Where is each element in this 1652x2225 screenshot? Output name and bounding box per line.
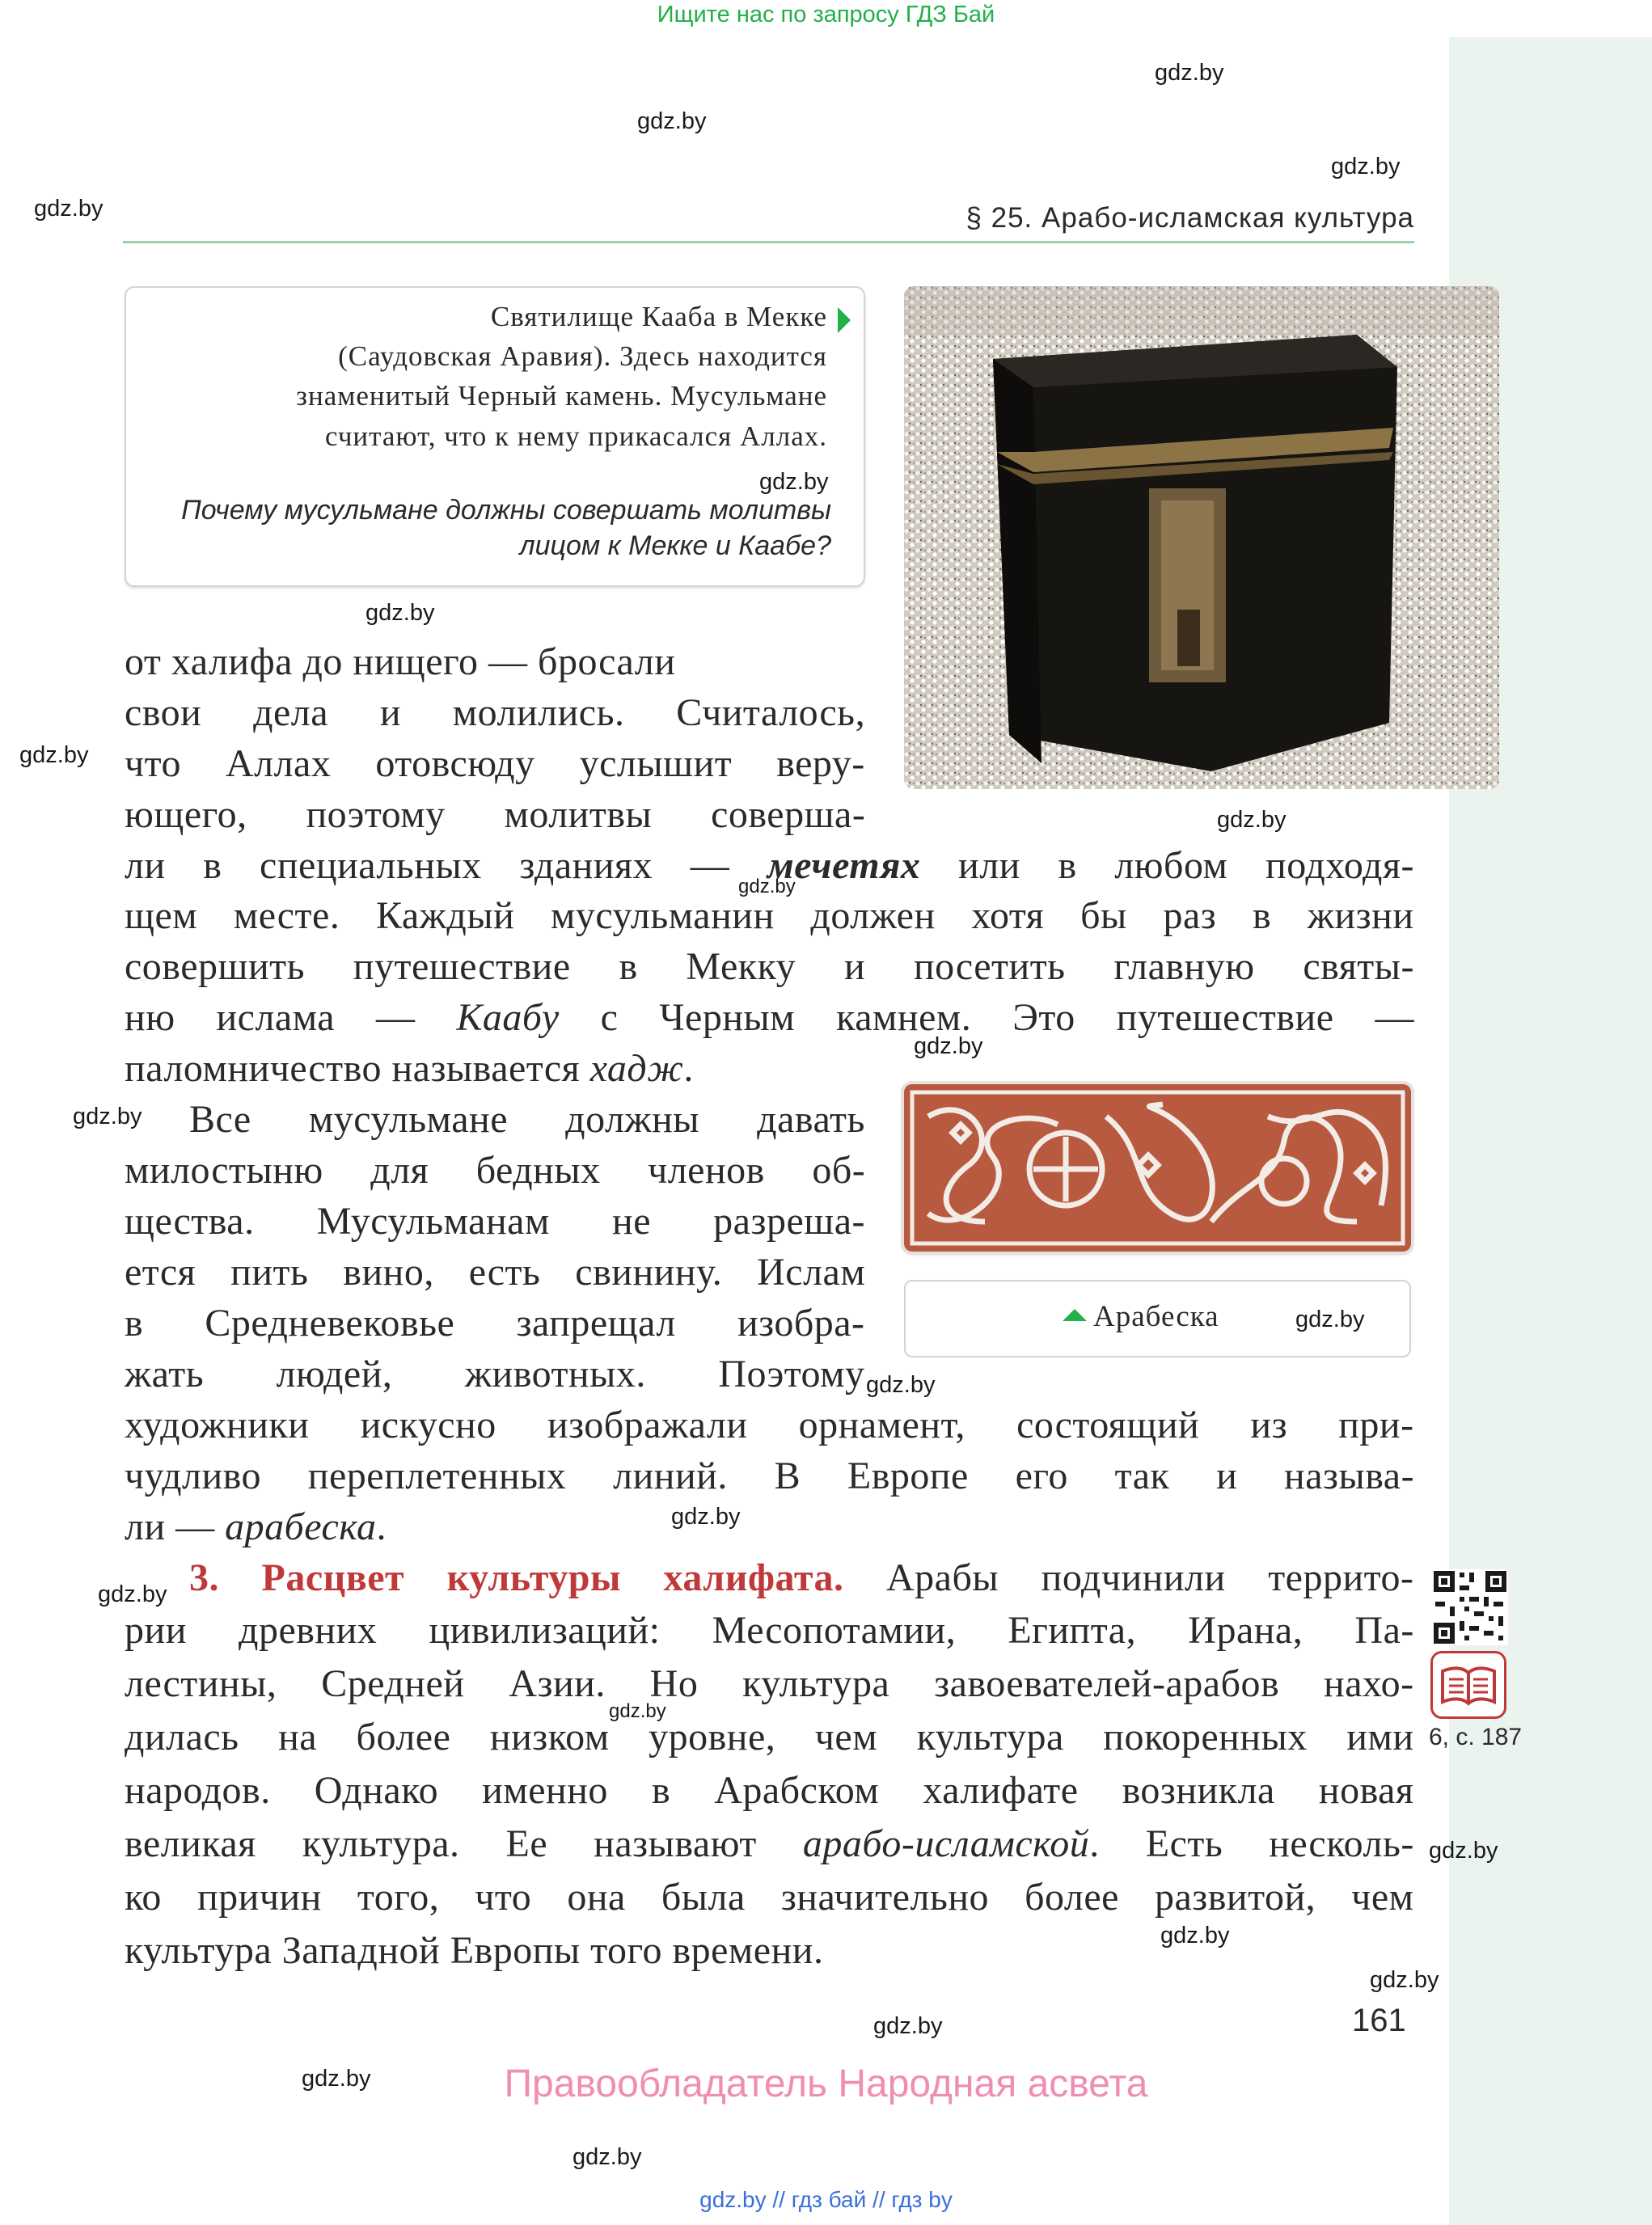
- watermark: gdz.by: [1370, 1967, 1439, 1993]
- watermark: gdz.by: [572, 2144, 642, 2170]
- book-icon[interactable]: [1430, 1651, 1506, 1719]
- watermark: gdz.by: [1160, 1923, 1230, 1948]
- text-line: свои дела и молились. Считалось,: [125, 691, 866, 734]
- text-line-content: от халифа до нищего — бросали: [125, 640, 676, 683]
- term-mosques: мечетях: [767, 844, 921, 887]
- qr-code-icon[interactable]: [1432, 1569, 1508, 1645]
- text-line: художники искусно изображали орнамент, состоящий из при-: [125, 1404, 1414, 1446]
- watermark: gdz.by: [1217, 807, 1287, 833]
- arabesque-caption: Арабеска: [1093, 1300, 1219, 1333]
- text-line: [125, 640, 865, 683]
- watermark: gdz.by: [1331, 154, 1401, 179]
- watermark: gdz.by: [19, 742, 89, 768]
- text-line: ко причин того, что она была значительно более развитой, чем: [125, 1876, 1414, 1919]
- watermark: gdz.by: [302, 2066, 371, 2092]
- caption-line: (Саудовская Аравия). Здесь находится: [338, 340, 827, 372]
- text-line: Все мусульмане должны давать: [189, 1098, 865, 1141]
- caption-line: считают, что к нему прикасался Аллах.: [325, 420, 827, 452]
- text-segment: .: [683, 1047, 694, 1090]
- watermark: gdz.by: [671, 1504, 741, 1530]
- watermark: gdz.by: [1155, 60, 1224, 86]
- kaaba-photo: [904, 286, 1499, 789]
- text-line: лестины, Средней Азии. Но культура завоевателей-арабов нахо-: [125, 1662, 1414, 1705]
- text-line: ющего, поэтому молитвы соверша-: [125, 793, 866, 836]
- watermark: gdz.by: [1429, 1838, 1498, 1864]
- watermark: gdz.by: [1295, 1307, 1365, 1332]
- section-header: § 25. Арабо-исламская культура: [965, 202, 1414, 234]
- caption-question: лицом к Мекке и Каабе?: [519, 530, 831, 561]
- text-segment: ню ислама —: [125, 996, 457, 1039]
- watermark: gdz.by: [365, 600, 435, 626]
- text-segment: ли —: [125, 1505, 226, 1548]
- text-segment: великая культура. Ее называют: [125, 1822, 803, 1865]
- term-arabesque: арабеска: [225, 1505, 377, 1548]
- caption-line: знаменитый Черный камень. Мусульмане: [296, 380, 827, 412]
- text-line: культура Западной Европы того времени.: [125, 1929, 824, 1972]
- footer-links[interactable]: gdz.by // гдз бай // гдз by: [699, 2187, 953, 2212]
- header-divider: [123, 241, 1414, 243]
- watermark: gdz.by: [98, 1581, 167, 1607]
- triangle-up-icon: [1063, 1309, 1087, 1321]
- text-line: [125, 1822, 1414, 1865]
- text-segment: ли в специальных зданиях —: [125, 844, 767, 887]
- text-line: ется пить вино, есть свинину. Ислам: [125, 1251, 866, 1294]
- text-line: щем месте. Каждый мусульманин должен хотя бы раз в жизни: [125, 894, 1414, 937]
- watermark: gdz.by: [73, 1104, 142, 1129]
- text-line: совершить путешествие в Мекку и посетить главную святы-: [125, 945, 1414, 988]
- text-line: [125, 1049, 694, 1088]
- watermark: gdz.by: [866, 1372, 936, 1398]
- copyright-notice: Правообладатель Народная асвета: [504, 2062, 1148, 2105]
- text-segment: Арабы подчинили террито-: [843, 1556, 1414, 1599]
- text-line: народов. Однако именно в Арабском халифате возникла новая: [125, 1769, 1414, 1812]
- text-line: чудливо переплетенных линий. В Европе его так и называ-: [125, 1454, 1415, 1497]
- text-line: рии древних цивилизаций: Месопотамии, Египта, Ирана, Па-: [125, 1609, 1414, 1652]
- watermark: gdz.by: [609, 1700, 666, 1722]
- text-line: что Аллах отовсюду услышит веру-: [125, 742, 865, 785]
- text-line: жать людей, животных. Поэтому: [125, 1353, 865, 1395]
- text-segment: .: [376, 1505, 387, 1548]
- watermark: gdz.by: [914, 1033, 983, 1059]
- page-number: 161: [1352, 2003, 1406, 2038]
- caption-question: Почему мусульмане должны совершать молитвы: [181, 495, 831, 526]
- watermark: gdz.by: [637, 108, 707, 134]
- text-segment: паломничество называется: [125, 1047, 590, 1090]
- watermark: gdz.by: [873, 2013, 943, 2039]
- text-segment: или в любом подходя-: [920, 844, 1415, 887]
- section-heading: 3. Расцвет культуры халифата.: [189, 1556, 844, 1599]
- text-line: дилась на более низком уровне, чем культура покоренных ими: [125, 1716, 1414, 1758]
- text-line: [125, 1505, 387, 1548]
- margin-reference: 6, с. 187: [1429, 1724, 1523, 1750]
- text-line: [125, 996, 1414, 1039]
- term-kaaba: Каабу: [456, 996, 560, 1039]
- term-hajj: хадж: [589, 1047, 684, 1090]
- watermark: gdz.by: [34, 196, 104, 222]
- text-segment: с Черным камнем. Это путешествие —: [559, 996, 1414, 1039]
- arabesque-ornament: [904, 1084, 1411, 1252]
- text-line: милостыню для бедных членов об-: [125, 1149, 866, 1192]
- term-arab-islamic: арабо-исламской: [802, 1822, 1090, 1865]
- text-line: в Средневековье запрещал изобра-: [125, 1302, 865, 1345]
- text-line: щества. Мусульманам не разреша-: [125, 1200, 865, 1243]
- text-line: [189, 1556, 1414, 1599]
- watermark: gdz.by: [738, 876, 796, 897]
- text-segment: . Есть несколь-: [1089, 1822, 1414, 1865]
- caption-line: Святилище Кааба в Мекке: [490, 301, 827, 332]
- watermark: gdz.by: [759, 469, 829, 495]
- triangle-right-icon: [838, 307, 851, 333]
- top-banner[interactable]: Ищите нас по запросу ГДЗ Бай: [657, 2, 995, 27]
- arabesque-caption-box: [904, 1280, 1411, 1357]
